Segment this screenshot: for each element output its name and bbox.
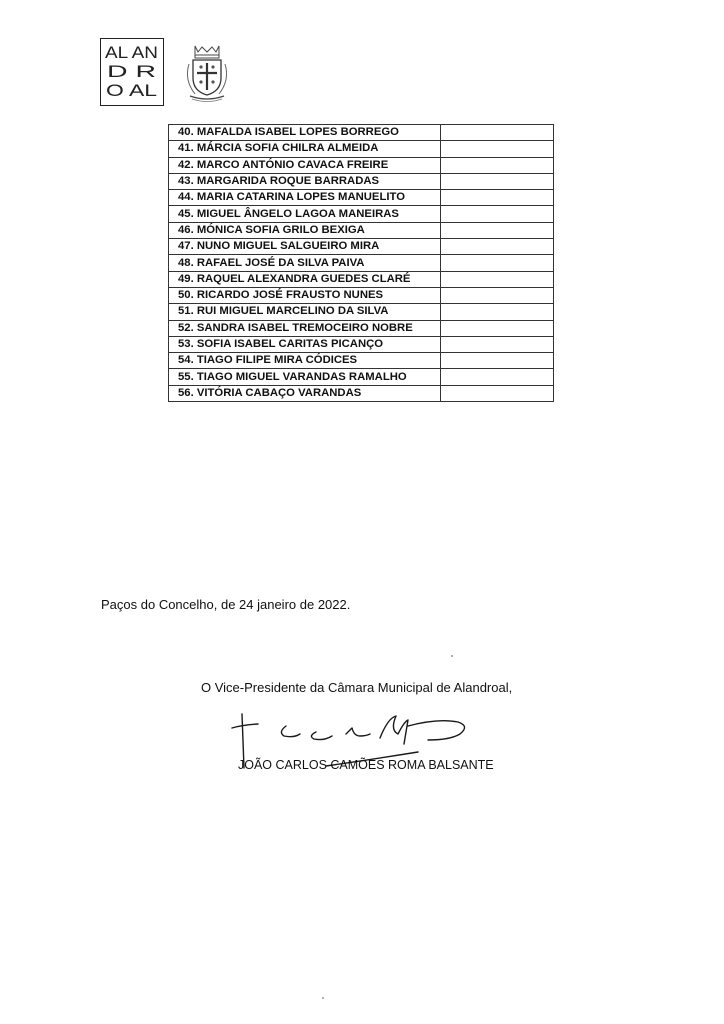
name-cell: 48. RAFAEL JOSÉ DA SILVA PAIVA (169, 255, 441, 271)
table-row (169, 157, 554, 173)
name-cell: 54. TIAGO FILIPE MIRA CÓDICES (169, 353, 441, 369)
blank-cell (441, 206, 554, 222)
table-row (169, 141, 554, 157)
name-cell: 43. MARGARIDA ROQUE BARRADAS (169, 173, 441, 189)
name-cell: 42. MARCO ANTÓNIO CAVACA FREIRE (169, 157, 441, 173)
signer-title: O Vice-Presidente da Câmara Municipal de Alandroal, (201, 680, 513, 695)
blank-cell (441, 320, 554, 336)
blank-cell (441, 336, 554, 352)
name-cell: 46. MÓNICA SOFIA GRILO BEXIGA (169, 222, 441, 238)
table-row (169, 369, 554, 385)
blank-cell (441, 173, 554, 189)
name-cell: 53. SOFIA ISABEL CARITAS PICANÇO (169, 336, 441, 352)
table-row (169, 287, 554, 303)
name-cell: 40. MAFALDA ISABEL LOPES BORREGO (169, 125, 441, 141)
names-table (168, 124, 554, 402)
table-row (169, 222, 554, 238)
svg-text:D R: D R (107, 62, 156, 81)
table-row (169, 385, 554, 401)
blank-cell (441, 157, 554, 173)
signer-name: JOÃO CARLOS CAMÕES ROMA BALSANTE (238, 758, 494, 772)
table-row (169, 206, 554, 222)
name-cell: 50. RICARDO JOSÉ FRAUSTO NUNES (169, 287, 441, 303)
scan-speck (322, 997, 324, 999)
svg-text:AL AN: AL AN (105, 43, 158, 62)
table-row (169, 353, 554, 369)
blank-cell (441, 222, 554, 238)
blank-cell (441, 287, 554, 303)
blank-cell (441, 385, 554, 401)
blank-cell (441, 255, 554, 271)
blank-cell (441, 141, 554, 157)
blank-cell (441, 239, 554, 255)
blank-cell (441, 190, 554, 206)
name-cell: 45. MIGUEL ÂNGELO LAGOA MANEIRAS (169, 206, 441, 222)
name-cell: 55. TIAGO MIGUEL VARANDAS RAMALHO (169, 369, 441, 385)
table-row (169, 125, 554, 141)
place-and-date: Paços do Concelho, de 24 janeiro de 2022. (101, 597, 351, 612)
blank-cell (441, 369, 554, 385)
name-cell: 52. SANDRA ISABEL TREMOCEIRO NOBRE (169, 320, 441, 336)
table-row (169, 320, 554, 336)
blank-cell (441, 271, 554, 287)
blank-cell (441, 353, 554, 369)
name-cell: 41. MÁRCIA SOFIA CHILRA ALMEIDA (169, 141, 441, 157)
blank-cell (441, 304, 554, 320)
table-row (169, 173, 554, 189)
name-cell: 49. RAQUEL ALEXANDRA GUEDES CLARÉ (169, 271, 441, 287)
blank-cell (441, 125, 554, 141)
name-cell: 44. MARIA CATARINA LOPES MANUELITO (169, 190, 441, 206)
table-row (169, 336, 554, 352)
name-cell: 47. NUNO MIGUEL SALGUEIRO MIRA (169, 239, 441, 255)
table-row (169, 239, 554, 255)
svg-text:O AL: O AL (106, 81, 157, 100)
scan-speck (451, 655, 453, 657)
name-cell: 56. VITÓRIA CABAÇO VARANDAS (169, 385, 441, 401)
name-cell: 51. RUI MIGUEL MARCELINO DA SILVA (169, 304, 441, 320)
table-row (169, 255, 554, 271)
municipality-logo (100, 38, 164, 106)
table-row (169, 271, 554, 287)
table-row (169, 304, 554, 320)
table-row (169, 190, 554, 206)
coat-of-arms-emblem (178, 42, 236, 104)
